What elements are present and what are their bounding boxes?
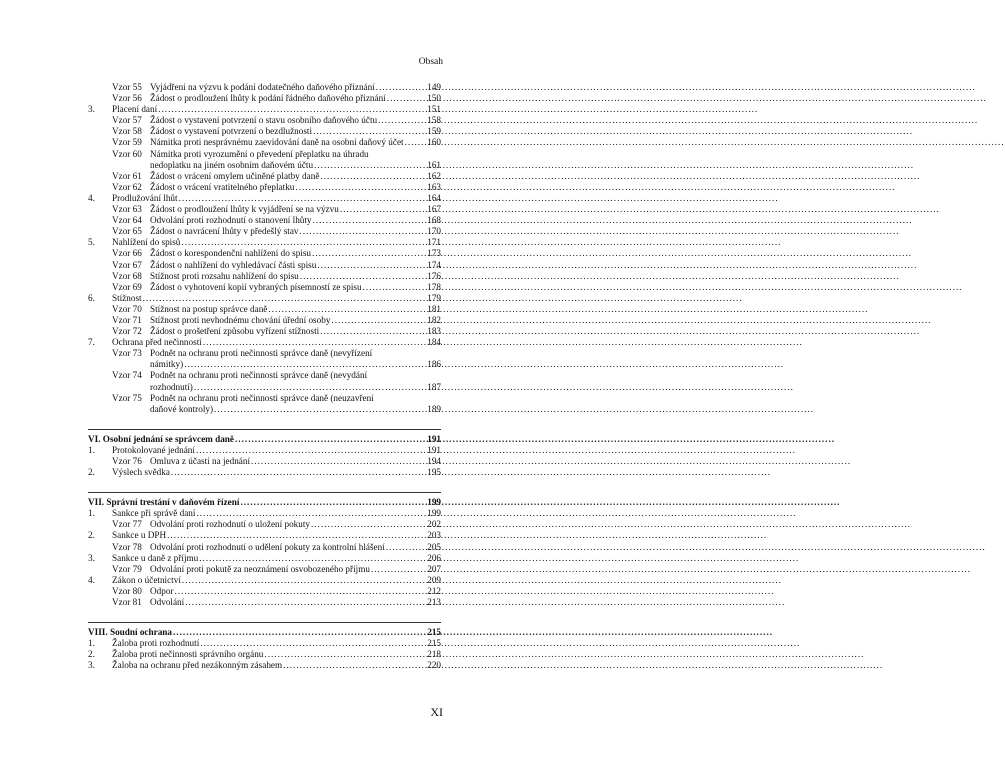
toc-template-entry[interactable] [88,171,441,182]
toc-block-section-vi [88,445,441,478]
entry-title: Stížnost proti nevhodnému chování úřední osoby [150,314,331,325]
template-label: Vzor 79 [112,563,142,574]
leader-dots [185,597,426,608]
toc-template-entry[interactable] [88,326,441,337]
page-number: 184 [427,337,441,348]
leader-dots [194,382,426,393]
leader-dots [179,193,427,204]
entry-title: Žádost o vystavení potvrzení o stavu osobního daňového účtu [150,115,378,126]
entry-title: Podnět na ochranu proti nečinnosti správce daně (neuzavření [150,392,374,403]
leader-dots [320,171,426,182]
toc-template-entry[interactable] [88,137,441,148]
template-label: Vzor 76 [112,456,142,466]
leader-dots [320,326,426,337]
leader-dots [295,182,426,193]
template-label: Vzor 67 [112,259,142,270]
entry-title: Žádost o navrácení lhůty v předešlý stav [150,226,299,237]
template-label: Vzor 73 [112,348,142,359]
entry-title: Námitka proti nesprávnému zaevidování daně na osobní daňový účet [150,137,404,148]
leader-dots [174,586,426,597]
toc-chapter-entry[interactable] [88,575,441,586]
leader-dots [386,542,426,553]
page-number: 205 [427,541,441,552]
section-heading-vi[interactable] [88,434,441,445]
template-label: Vzor 71 [112,314,142,325]
toc-chapter-entry[interactable] [88,467,441,478]
entry-title: Odvolání proti rozhodnutí o uložení pokuty [150,519,310,530]
entry-title: Omluva z účasti na jednání [150,456,251,466]
template-label: Vzor 61 [112,170,142,181]
entry-title: Odvolání proti pokutě za neoznámení osvobozeného příjmu [150,563,370,574]
section-title: VIII. Soudní ochrana [88,627,172,638]
leader-dots [300,226,427,237]
leader-dots [214,404,426,415]
leader-dots [313,215,427,226]
page-number: 215 [427,638,441,649]
entry-title: Nahlížení do spisů [112,237,181,248]
toc-template-entry[interactable] [88,215,441,226]
toc-entry-continuation[interactable] [88,382,441,393]
toc-template-entry[interactable] [88,597,441,608]
leader-dots [173,627,426,638]
entry-number: 1. [88,444,95,455]
toc-template-entry[interactable] [88,271,441,282]
leader-dots [317,260,426,271]
toc-template-entry[interactable] [88,456,441,467]
page-number: 191 [427,444,441,455]
toc-block-section-v-continued [88,82,441,415]
toc-chapter-entry[interactable] [88,508,441,519]
page-number: 213 [427,597,441,608]
page-number: 168 [427,215,441,226]
entry-number: 5. [88,237,95,248]
entry-number: 3. [88,104,95,115]
entry-title: Žaloba proti rozhodnutí [112,638,200,649]
leader-dots [376,82,426,93]
page-number: 194 [427,456,441,466]
toc-template-entry[interactable] [88,304,441,315]
section-heading-viii[interactable] [88,627,441,638]
toc-template-entry[interactable] [88,315,441,326]
template-label: Vzor 80 [112,585,142,596]
entry-title: Žádost o prodloužení lhůty k vyjádření se na výzvu [150,204,339,215]
leader-dots [199,553,426,564]
entry-title: Výslech svědka [112,467,170,478]
entry-title: Vyjádření na výzvu k podání dodatečného daňového přiznání [150,82,375,92]
page-number: 218 [427,649,441,660]
entry-title: Odvolání [150,597,185,608]
section-heading-vii[interactable] [88,497,441,508]
toc-template-entry[interactable] [88,564,441,575]
toc-template-entry[interactable] [88,370,441,381]
leader-dots [158,104,426,115]
leader-dots [300,271,426,282]
leader-dots [235,434,426,445]
toc-template-entry[interactable] [88,260,441,271]
leader-dots [283,660,426,671]
leader-dots [251,456,426,467]
entry-title: Stížnost na postup správce daně [150,303,268,314]
leader-dots [311,519,426,530]
leader-dots [387,93,426,104]
page-number: 181 [427,303,441,314]
entry-title: Ochrana před nečinností [112,337,202,348]
page-number: 163 [427,181,441,192]
toc-template-entry[interactable] [88,248,441,259]
toc-template-entry[interactable] [88,126,441,137]
page-number: 187 [427,381,441,392]
toc-chapter-entry[interactable] [88,530,441,541]
toc-entry-continuation[interactable] [88,160,441,171]
toc-template-entry[interactable] [88,149,441,160]
entry-title: Žaloba proti nečinnosti správního orgánu [112,649,264,660]
template-label: Vzor 75 [112,392,142,403]
section-divider [88,622,441,623]
page-number: 202 [427,519,441,530]
entry-title: Sankce u daně z příjmu [112,552,199,563]
leader-dots [182,575,426,586]
entry-number: 4. [88,574,95,585]
page-number: 151 [427,104,441,115]
leader-dots [196,445,426,456]
leader-dots [371,564,426,575]
entry-title: Protokolované jednání [112,444,195,455]
toc-template-entry[interactable] [88,115,441,126]
toc-chapter-entry[interactable] [88,104,441,115]
toc-chapter-entry[interactable] [88,337,441,348]
page-number: 159 [427,126,441,137]
section-divider [88,429,441,430]
toc-chapter-entry[interactable] [88,445,441,456]
toc-template-entry[interactable] [88,586,441,597]
toc-template-entry[interactable] [88,282,441,293]
leader-dots [331,315,426,326]
page-number: 220 [427,660,441,671]
page-number: 178 [427,281,441,292]
entry-title: Prodlužování lhůt [112,192,178,203]
page-number: 203 [427,530,441,541]
page-number: 173 [427,248,441,259]
entry-title: rozhodnutí) [150,381,193,392]
toc-chapter-entry[interactable] [88,193,441,204]
entry-title: Žádost o nahlížení do vyhledávací části spisu [150,259,317,270]
entry-number: 3. [88,552,95,563]
toc-template-entry[interactable] [88,226,441,237]
entry-title: Stížnost proti rozsahu nahlížení do spisu [150,270,299,281]
entry-title: Žádost o prošetření způsobu vyřízení stížnosti [150,326,320,337]
toc-template-entry[interactable] [88,542,441,553]
leader-dots [196,508,426,519]
template-label: Vzor 60 [112,148,142,159]
page-number: 176 [427,270,441,281]
page-number: 186 [427,359,441,370]
leader-dots [203,337,426,348]
page-number: 161 [427,159,441,170]
toc-chapter-entry[interactable] [88,649,441,660]
leader-dots [378,115,426,126]
template-label: Vzor 69 [112,281,142,292]
entry-title: Podnět na ochranu proti nečinnosti správce daně (nevydání [150,370,368,381]
template-label: Vzor 77 [112,519,142,530]
entry-number: 6. [88,292,95,303]
toc-entry-continuation[interactable] [88,404,441,415]
entry-title: Sankce u DPH [112,530,167,541]
running-header: Obsah [418,57,443,67]
leader-dots [167,530,426,541]
template-label: Vzor 68 [112,270,142,281]
page-number: 182 [427,314,441,325]
entry-number: 2. [88,530,95,541]
toc-template-entry[interactable] [88,82,441,93]
toc-chapter-entry[interactable] [88,553,441,564]
page-number: 171 [427,237,441,248]
page-number: 212 [427,585,441,596]
page-number: 179 [427,292,441,303]
entry-title: Žaloba na ochranu před nezákonným zásahem [112,660,283,671]
toc-template-entry[interactable] [88,204,441,215]
page-number: 207 [427,563,441,574]
toc-chapter-entry[interactable] [88,638,441,649]
entry-number: 1. [88,508,95,519]
page-number: 164 [427,192,441,203]
leader-dots [405,137,427,148]
toc-entry-continuation[interactable] [88,359,441,370]
leader-dots [268,304,426,315]
page-number: 191 [427,433,441,444]
section-title: VII. Správní trestání v daňovém řízení [88,497,240,508]
leader-dots [314,160,426,171]
toc-chapter-entry[interactable] [88,237,441,248]
entry-title: Stížnost [112,292,142,303]
template-label: Vzor 56 [112,93,142,104]
section-divider [88,492,441,493]
page-number: 160 [427,137,441,148]
leader-dots [240,497,426,508]
leader-dots [363,282,427,293]
entry-title: Podnět na ochranu proti nečinnosti správce daně (nevyřízení [150,348,373,359]
entry-title: námitky) [150,359,184,370]
page-number: 195 [427,467,441,478]
template-label: Vzor 57 [112,115,142,126]
leader-dots [181,237,426,248]
toc-block-section-viii [88,638,441,671]
template-label: Vzor 63 [112,204,142,215]
entry-number: 3. [88,660,95,671]
template-label: Vzor 59 [112,137,142,148]
page-number: 158 [427,115,441,126]
page-folio: XI [430,705,443,719]
template-label: Vzor 74 [112,370,142,381]
toc-template-entry[interactable] [88,182,441,193]
page-number: 170 [427,226,441,237]
entry-number: 7. [88,337,95,348]
page-number: 183 [427,326,441,337]
entry-title: Žádost o prodloužení lhůty k podání řádného daňového přiznání [150,93,386,104]
leader-dots [340,204,426,215]
template-label: Vzor 66 [112,248,142,259]
entry-title: Žádost o korespondenční nahlížení do spisu [150,248,312,259]
entry-title: Sankce při správě daní [112,508,196,519]
entry-title: Zákon o účetnictví [112,574,181,585]
toc-template-entry[interactable] [88,93,441,104]
leader-dots [312,248,426,259]
toc-template-entry[interactable] [88,348,441,359]
entry-title: daňové kontroly) [150,403,214,414]
page-number: 209 [427,574,441,585]
page-number: 162 [427,170,441,181]
page-number: 215 [427,627,441,638]
template-label: Vzor 62 [112,181,142,192]
entry-number: 4. [88,192,95,203]
toc-chapter-entry[interactable] [88,660,441,671]
page-number: 149 [427,82,441,92]
template-label: Vzor 72 [112,326,142,337]
toc-chapter-entry[interactable] [88,293,441,304]
page-number: 189 [427,403,441,414]
template-label: Vzor 70 [112,303,142,314]
leader-dots [313,126,426,137]
entry-title: Odvolání proti rozhodnutí o stanovení lhůty [150,215,312,226]
entry-title: Žádost o vrácení vratitelného přeplatku [150,181,295,192]
page-number: 167 [427,204,441,215]
entry-number: 2. [88,467,95,478]
leader-dots [171,467,426,478]
leader-dots [200,638,426,649]
template-label: Vzor 55 [112,82,142,92]
template-label: Vzor 65 [112,226,142,237]
entry-title: nedoplatku na jiném osobním daňovém účtu [150,159,314,170]
table-of-contents [88,82,441,672]
leader-dots [143,293,427,304]
entry-title: Žádost o vrácení omylem učiněné platby daně [150,170,320,181]
template-label: Vzor 78 [112,541,142,552]
template-label: Vzor 58 [112,126,142,137]
template-label: Vzor 64 [112,215,142,226]
entry-number: 2. [88,649,95,660]
entry-title: Námitka proti vyrozumění o převedení přeplatku na úhradu [150,148,369,159]
entry-title: Placení daní [112,104,158,115]
page-number: 199 [427,508,441,519]
page-number: 174 [427,259,441,270]
entry-title: Žádost o vyhotovení kopií vybraných písemností ze spisu [150,281,362,292]
toc-template-entry[interactable] [88,393,441,404]
entry-title: Žádost o vystavení potvrzení o bezdlužnosti [150,126,313,137]
page-number: 150 [427,93,441,104]
entry-title: Odpor [150,585,174,596]
page-number: 199 [427,497,441,508]
page-number: 206 [427,552,441,563]
toc-template-entry[interactable] [88,519,441,530]
entry-title: Odvolání proti rozhodnutí o udělení pokuty za kontrolní hlášení [150,541,385,552]
leader-dots [264,649,426,660]
template-label: Vzor 81 [112,597,142,608]
entry-number: 1. [88,638,95,649]
section-title: VI. Osobní jednání se správcem daně [88,433,234,444]
toc-block-section-vii [88,508,441,608]
leader-dots [184,359,426,370]
